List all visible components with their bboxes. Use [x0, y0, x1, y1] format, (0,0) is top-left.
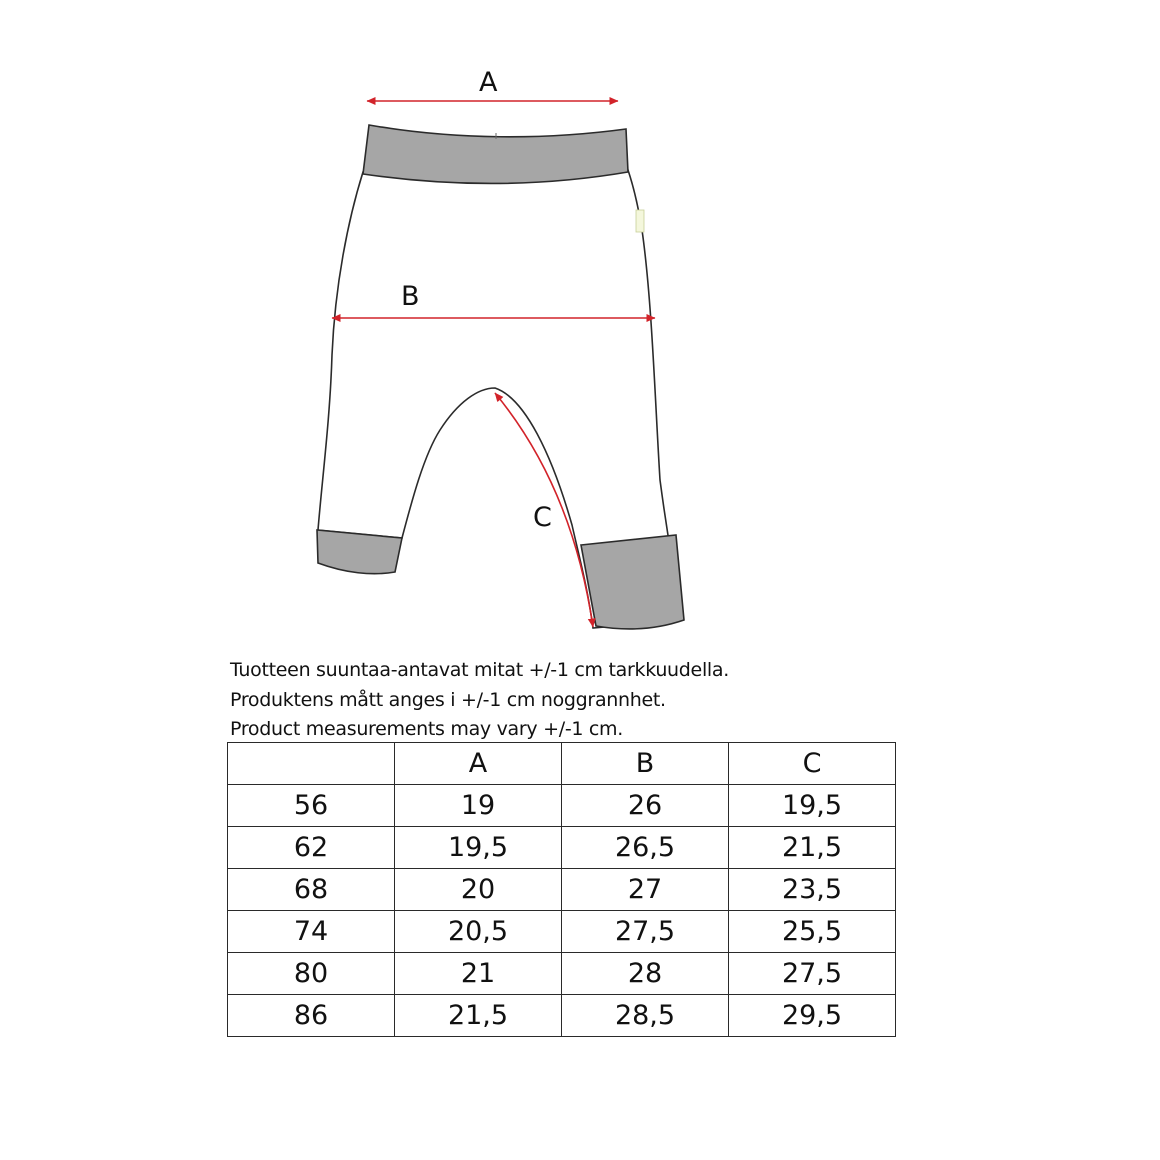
table-cell: 27,5	[729, 953, 896, 995]
table-cell: 19	[395, 785, 562, 827]
table-row	[228, 911, 896, 953]
note-english: Product measurements may vary +/-1 cm.	[230, 718, 623, 740]
size-cell: 56	[228, 785, 395, 827]
table-header-row	[228, 743, 896, 785]
header-cell	[228, 743, 395, 785]
table-cell: 19,5	[395, 827, 562, 869]
table-cell: 21,5	[729, 827, 896, 869]
size-cell: 62	[228, 827, 395, 869]
table-row	[228, 785, 896, 827]
note-finnish: Tuotteen suuntaa-antavat mitat +/-1 cm tarkkuudella.	[230, 659, 729, 681]
size-cell: 74	[228, 911, 395, 953]
table-row	[228, 827, 896, 869]
table-cell: 26	[562, 785, 729, 827]
size-cell: 86	[228, 995, 395, 1037]
table-cell: 20,5	[395, 911, 562, 953]
care-tag	[636, 210, 644, 232]
table-cell: 21	[395, 953, 562, 995]
size-table	[227, 742, 896, 1037]
label-a: A	[479, 67, 498, 98]
left-cuff	[317, 530, 402, 574]
table-cell: 23,5	[729, 869, 896, 911]
table-cell: 29,5	[729, 995, 896, 1037]
table-row	[228, 869, 896, 911]
table-cell: 21,5	[395, 995, 562, 1037]
table-cell: 25,5	[729, 911, 896, 953]
table-cell: 19,5	[729, 785, 896, 827]
header-cell: C	[729, 743, 896, 785]
table-cell: 28	[562, 953, 729, 995]
note-swedish: Produktens mått anges i +/-1 cm noggrannhet.	[230, 688, 666, 711]
label-b: B	[401, 281, 420, 312]
table-cell: 27	[562, 869, 729, 911]
table-cell: 27,5	[562, 911, 729, 953]
right-cuff	[581, 535, 684, 629]
size-cell: 68	[228, 869, 395, 911]
header-cell: B	[562, 743, 729, 785]
header-cell: A	[395, 743, 562, 785]
table-cell: 28,5	[562, 995, 729, 1037]
size-cell: 80	[228, 953, 395, 995]
table-row	[228, 995, 896, 1037]
table-cell: 20	[395, 869, 562, 911]
label-c: C	[533, 502, 552, 533]
table-row	[228, 953, 896, 995]
table-cell: 26,5	[562, 827, 729, 869]
measurement-notes	[230, 656, 729, 745]
